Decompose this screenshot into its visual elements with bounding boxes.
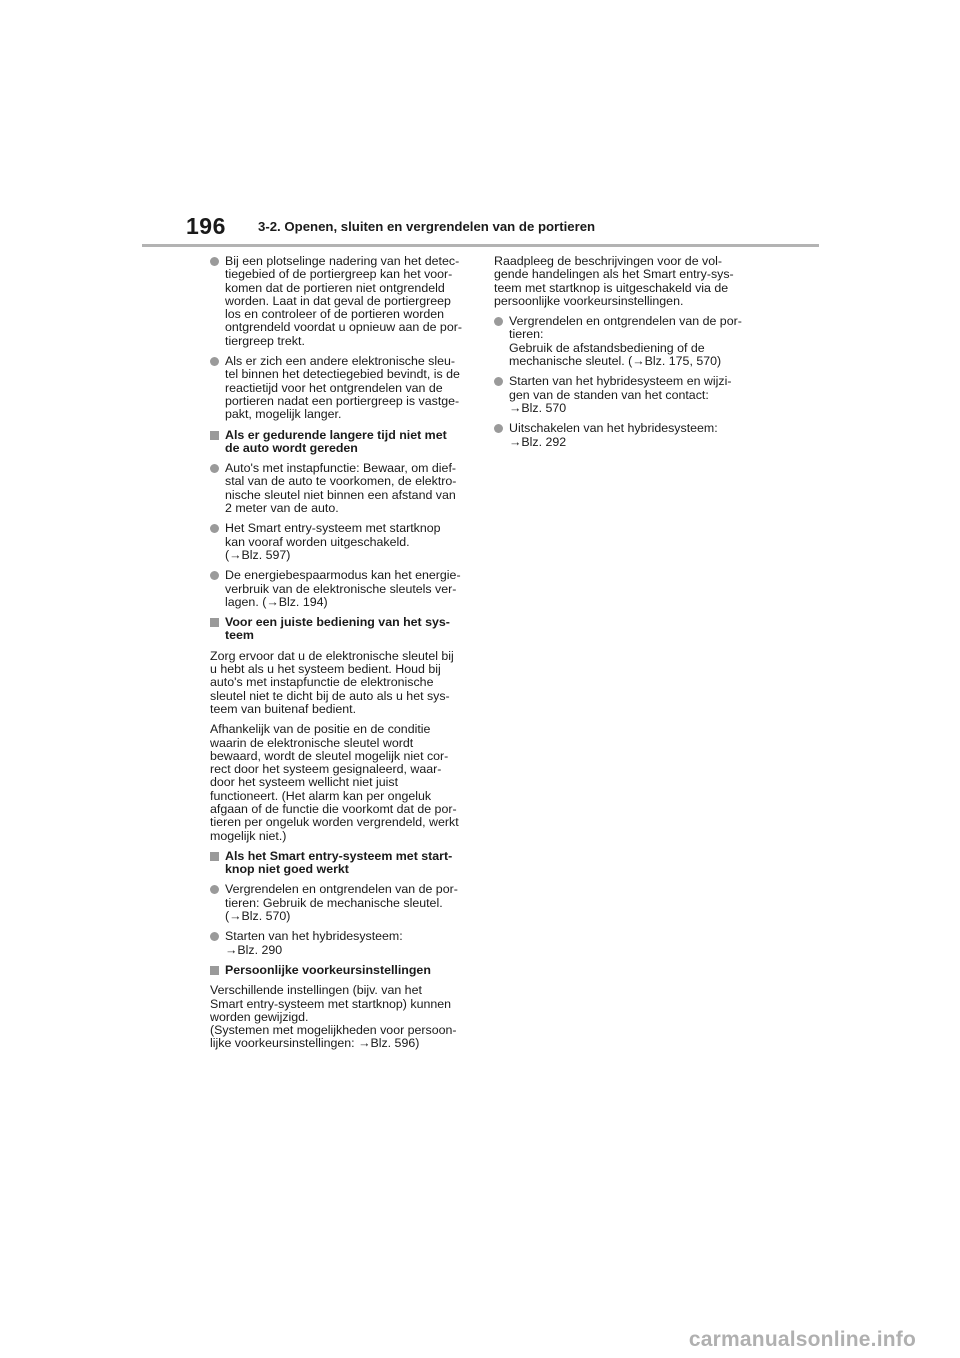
bullet-dot-icon [210,571,219,580]
subsection-heading [210,964,468,977]
bullet-item [494,375,754,415]
text: De energiebespaarmodus kan het energie- verbruik van de elektronische sleutels ver- lagen. (→Blz. 194) [225,568,461,609]
section-title: 3-2. Openen, sluiten en vergrendelen van de portieren [258,219,596,234]
text: Raadpleeg de beschrijvingen voor de vol- gende handelingen als het Smart entry-sys- teem met startknop is uitgeschakeld via de persoonlijke voorkeursinstellingen. [494,254,734,308]
text: Bij een plotselinge nadering van het detec- tiegebied of de portiergreep kan het voor- komen dat de portieren niet ontgrendeld worden. Laat in dat geval de portiergreep los en controleer of de portieren worden ontgrendeld voordat u opnieuw aan de por- tiergreep trekt. [225,254,462,348]
text: Persoonlijke voorkeursinstellingen [225,962,431,977]
bullet-item [210,522,468,562]
bullet-item [494,315,754,368]
bullet-dot-icon [210,885,219,894]
page-number: 196 [186,213,226,239]
text: Starten van het hybridesysteem en wijzi- gen van de standen van het contact: →Blz. 570 [509,374,732,415]
heading-square-icon [210,966,219,975]
bullet-dot-icon [210,464,219,473]
text: Als het Smart entry-systeem met start- knop niet goed werkt [225,848,453,877]
text: Vergrendelen en ontgrendelen van de por- tieren: Gebruik de afstandsbediening of de mechanische sleutel. (→Blz. 175, 570) [509,314,742,369]
bullet-dot-icon [210,257,219,266]
bullet-item [210,255,468,348]
subsection-heading [210,850,468,877]
bullet-dot-icon [494,377,503,386]
text: Zorg ervoor dat u de elektronische sleutel bij u hebt als u het systeem bedient. Houd bij auto's met instapfunctie de elektronische sleutel niet te dicht bij de auto als u het sys- teem van buitenaf bedient. [210,648,454,716]
footer-watermark: carmanualsonline.info [688,1328,916,1351]
text: Als er zich een andere elektronische sleu- tel binnen het detectiegebied bevindt, is de reactietijd voor het ontgrendelen van de portieren nadat een portiergreep is vastge- pakt, mogelijk langer. [225,354,460,422]
bullet-dot-icon [494,317,503,326]
text: Starten van het hybridesysteem: →Blz. 290 [225,929,403,957]
heading-square-icon [210,431,219,440]
bullet-dot-icon [494,424,503,433]
text: Uitschakelen van het hybridesysteem: →Blz. 292 [509,421,718,449]
heading-square-icon [210,852,219,861]
bullet-item [210,569,468,609]
bullet-item [210,462,468,515]
text: Voor een juiste bediening van het sys- teem [225,615,450,643]
right-column [494,255,754,456]
subsection-heading [210,616,468,643]
bullet-dot-icon [210,932,219,941]
left-column [210,255,468,1058]
text: Vergrendelen en ontgrendelen van de por- tieren: Gebruik de mechanische sleutel. (→Blz. 570) [225,882,458,924]
text: Het Smart entry-systeem met startknop kan vooraf worden uitgeschakeld. (→Blz. 597) [225,521,441,562]
text: Auto's met instapfunctie: Bewaar, om dief- stal van de auto te voorkomen, de elektro- nische sleutel niet binnen een afstand van 2 meter van de auto. [225,461,457,516]
header-divider [142,244,819,247]
paragraph [210,984,468,1050]
text: Afhankelijk van de positie en de conditie waarin de elektronische sleutel wordt bewaard, wordt de sleutel mogelijk niet cor- rect door het systeem gesignaleerd, waar- door het systeem wellicht niet juist functioneert. (Het alarm kan per ongeluk afgaan of de functie die voorkomt dat de por- tieren per ongeluk worden vergrendeld, werkt mogelijk niet.) [210,722,459,843]
heading-square-icon [210,618,219,627]
subsection-heading [210,429,468,456]
paragraph [210,723,468,843]
paragraph [210,650,468,716]
bullet-dot-icon [210,357,219,366]
text: Verschillende instellingen (bijv. van het Smart entry-systeem met startknop) kunnen worden gewijzigd. (Systemen met mogelijkheden voor persoon- lijke voorkeursinstellingen: →Blz. 596) [210,983,457,1051]
paragraph [494,255,754,308]
bullet-item [210,883,468,923]
bullet-item [494,422,754,449]
bullet-item [210,355,468,421]
text: Als er gedurende langere tijd niet met de auto wordt gereden [225,427,447,455]
bullet-dot-icon [210,524,219,533]
bullet-item [210,930,468,957]
